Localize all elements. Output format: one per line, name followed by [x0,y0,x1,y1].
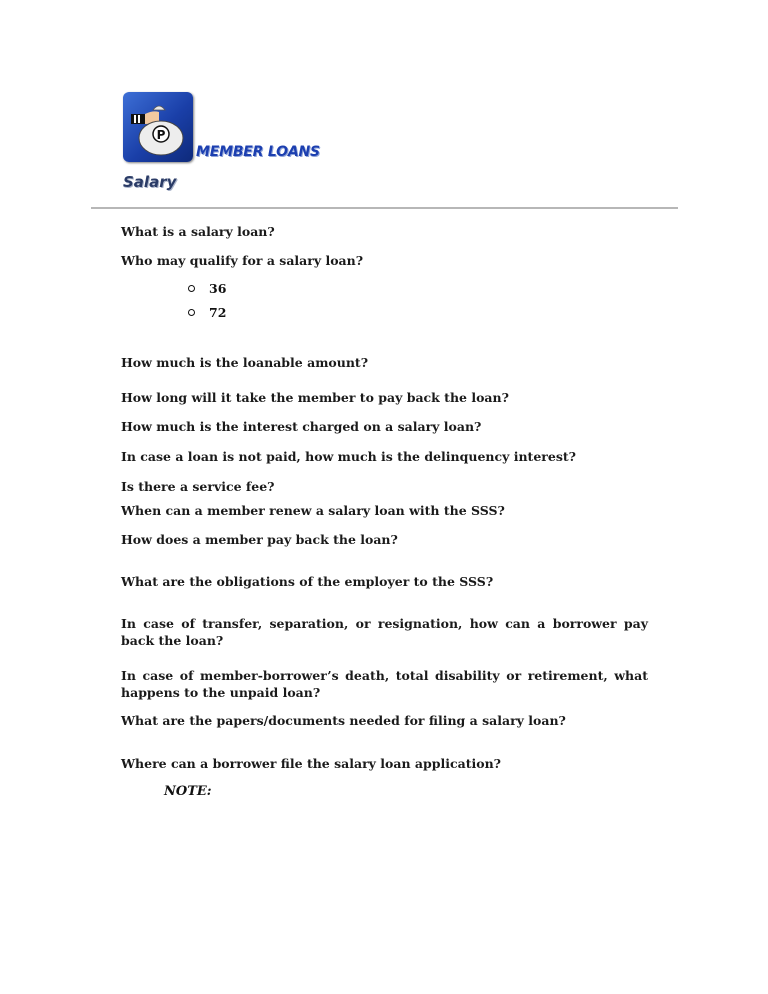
member-loans-logo [123,92,193,162]
question-how-pay-back: How does a member pay back the loan? [121,532,398,547]
header-divider [91,207,678,209]
question-employer-obligations: What are the obligations of the employer to the SSS? [121,574,494,589]
question-interest-charged: How much is the interest charged on a salary loan? [121,419,482,434]
question-who-may-qualify: Who may qualify for a salary loan? [121,253,364,268]
list-item: 72 [188,305,226,320]
question-service-fee: Is there a service fee? [121,479,275,494]
list-item: 36 [188,281,226,296]
question-delinquency-interest: In case a loan is not paid, how much is the delinquency interest? [121,449,576,464]
note-label: NOTE: [164,784,212,799]
question-transfer-separation: In case of transfer, separation, or resignation, how can a borrower pay back the loan? [121,616,648,648]
question-death-disability: In case of member-borrower’s death, total disability or retirement, what happens to the unpaid loan? [121,668,648,700]
question-what-is-salary-loan: What is a salary loan? [121,224,275,239]
question-where-to-file: Where can a borrower file the salary loan application? [121,756,501,771]
question-papers-needed: What are the papers/documents needed for filing a salary loan? [121,713,566,728]
question-renew-loan: When can a member renew a salary loan with the SSS? [121,503,505,518]
svg-text:P: P [156,128,166,142]
money-bag-icon [123,92,193,162]
question-loanable-amount: How much is the loanable amount? [121,355,369,370]
section-subtitle: Salary [123,173,177,191]
brand-title: MEMBER LOANS [196,144,320,160]
bullet-circle-icon [188,309,195,316]
question-pay-back-duration: How long will it take the member to pay back the loan? [121,390,509,405]
bullet-circle-icon [188,285,195,292]
